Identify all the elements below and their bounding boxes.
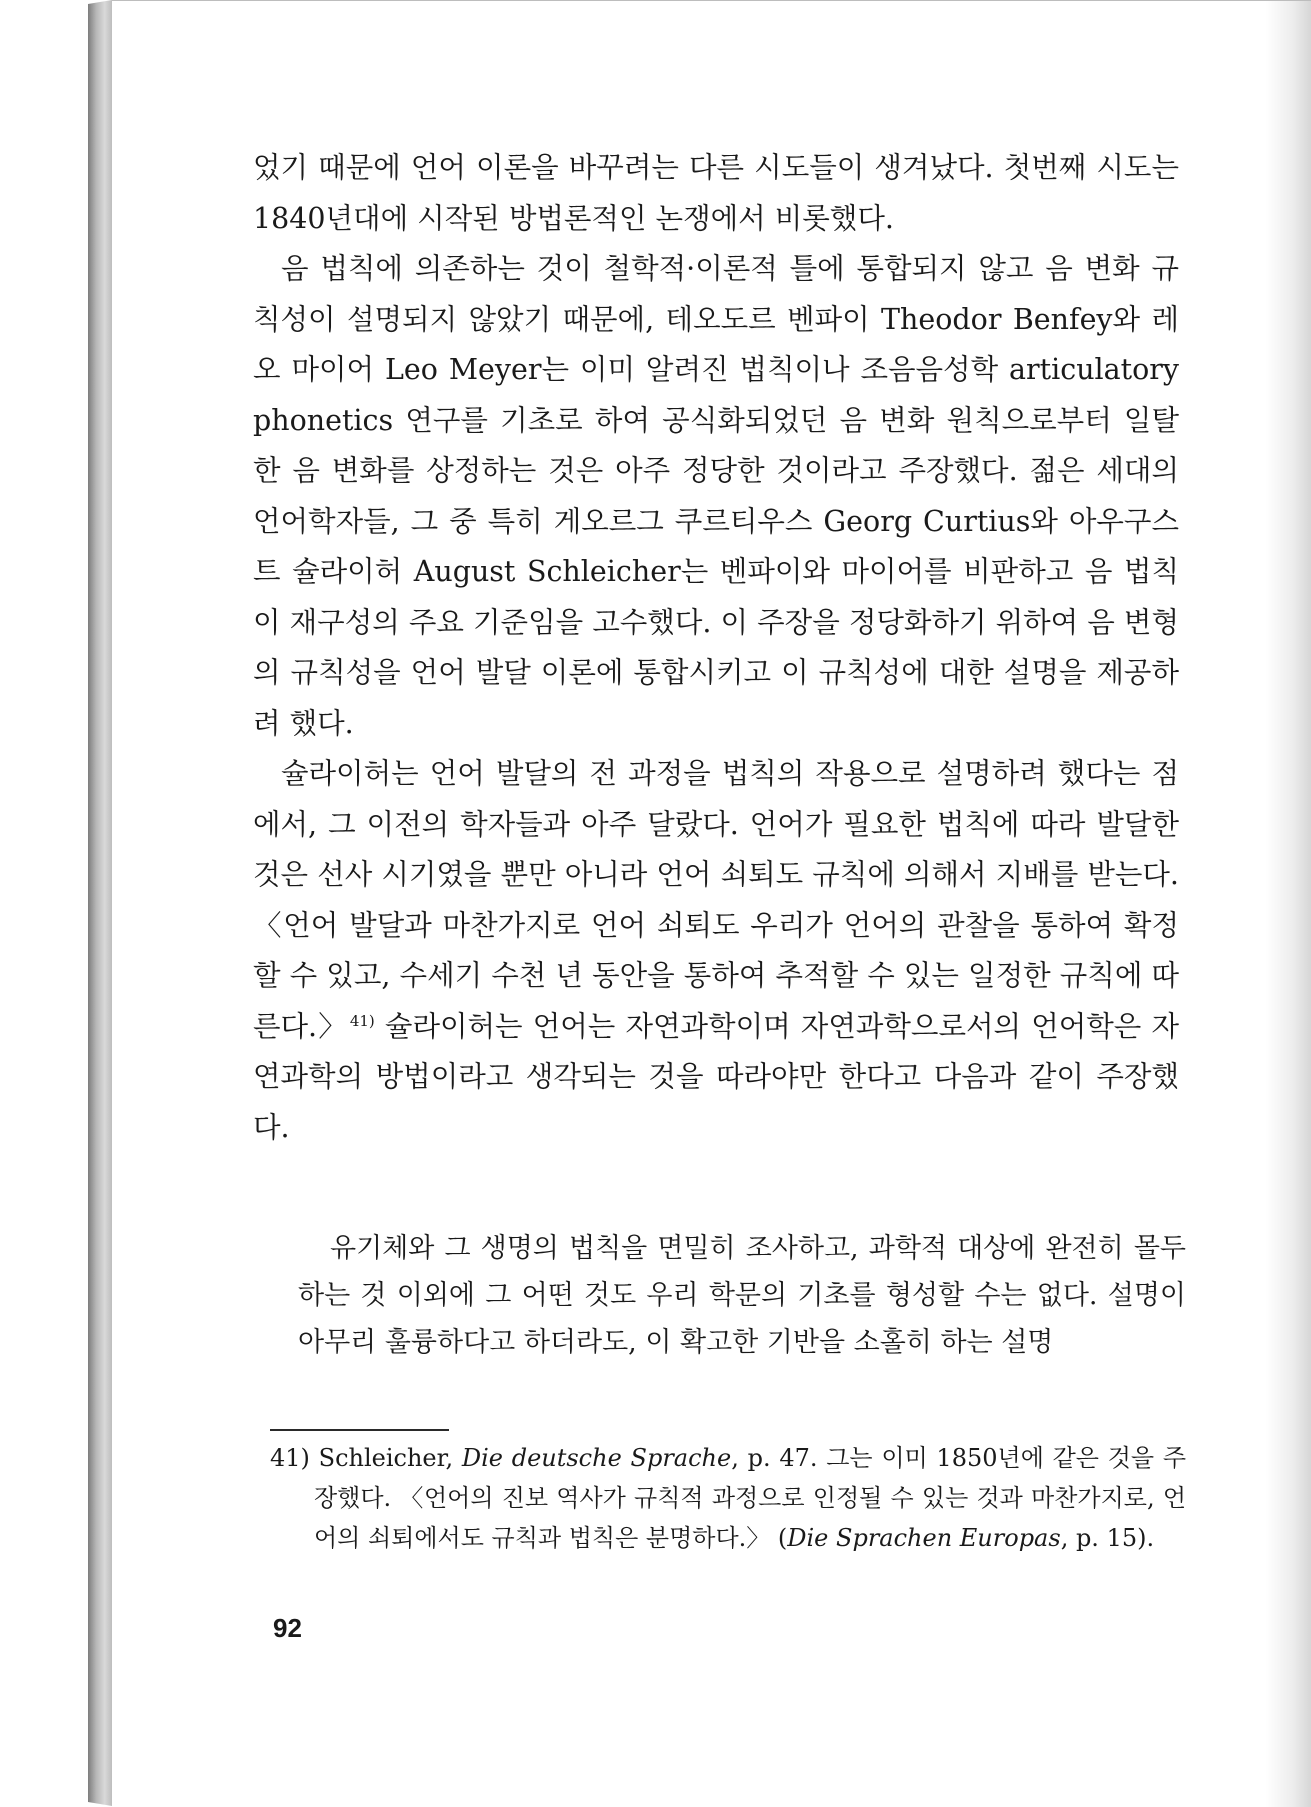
footnote-title-2: Die Sprachen Europas — [787, 1524, 1061, 1552]
block-quote-text: 유기체와 그 생명의 법칙을 면밀히 조사하고, 과학적 대상에 완전히 몰두하는 것 이외에 그 어떤 것도 우리 학문의 기초를 형성할 수는 없다. 설명이 아무리 훌륭하다고 하더라도, 이 확고한 기반을 소홀히 하는 설명 — [298, 1233, 1186, 1358]
paragraph-2: 음 법칙에 의존하는 것이 철학적·이론적 틀에 통합되지 않고 음 변화 규칙성이 설명되지 않았기 때문에, 테오도르 벤파이 Theodor Benfey와 레오 마이어 Leo Meyer는 이미 알려진 법칙이나 조음음성학 articulatory phonetics 연구를 기초로 하여 공식화되었던 음 변화 원칙으로부터 일탈한 음 변화를 상정하는 것은 아주 정당한 것이라고 주장했다. 젊은 세대의 언어학자들, 그 중 특히 게오르그 쿠르티우스 Georg Curtius와 아우구스트 슐라이허 August Schleicher는 벤파이와 마이어를 비판하고 음 법칙이 재구성의 주요 기준임을 고수했다. 이 주장을 정당화하기 위하여 음 변형의 규칙성을 언어 발달 이론에 통합시키고 이 규칙성에 대한 설명을 제공하려 했다. — [253, 252, 1179, 740]
footnote-title-1: Die deutsche Sprache — [461, 1444, 732, 1472]
footnote-reference[interactable]: 41) — [349, 1011, 375, 1030]
book-spine — [88, 0, 112, 1806]
footnote-separator — [270, 1429, 449, 1431]
footnote-marker: 41) — [270, 1444, 310, 1472]
footnote-text-1: Schleicher, — [309, 1444, 462, 1472]
paragraph-3-before-note: 슐라이허는 언어 발달의 전 과정을 법칙의 작용으로 설명하려 했다는 점에서, 그 이전의 학자들과 아주 달랐다. 언어가 필요한 법칙에 따라 발달한 것은 선사 시기였을 뿐만 아니라 언어 쇠퇴도 규칙에 의해서 지배를 받는다. 〈언어 발달과 마찬가지로 언어 쇠퇴도 우리가 언어의 관찰을 통하여 확정할 수 있고, 수세기 수천 년 동안을 통하여 추적할 수 있는 일정한 규칙에 따른다.〉 — [253, 757, 1179, 1043]
block-quote — [298, 1225, 1186, 1366]
footnote-text-3: , p. 15). — [1060, 1524, 1155, 1552]
page-number: 92 — [273, 1613, 302, 1643]
paragraph-3 — [253, 749, 1179, 1153]
page-edge-shadow — [1265, 1, 1311, 1807]
main-text — [253, 143, 1179, 1153]
footnote — [270, 1438, 1186, 1558]
paragraph-1: 었기 때문에 언어 이론을 바꾸려는 다른 시도들이 생겨났다. 첫번째 시도는 1840년대에 시작된 방법론적인 논쟁에서 비롯했다. — [253, 151, 1179, 235]
paragraph-3-after-note: 슐라이허는 언어는 자연과학이며 자연과학으로서의 언어학은 자연과학의 방법이라고 생각되는 것을 따라야만 한다고 다음과 같이 주장했다. — [253, 1009, 1179, 1144]
footnote-text-2: , p. 47. 그는 이미 1850년에 같은 것을 주장했다. 〈언어의 진보 역사가 규칙적 과정으로 인정될 수 있는 것과 마찬가지로, 언어의 쇠퇴에서도 규칙과 법칙은 분명하다.〉 ( — [314, 1444, 1187, 1552]
